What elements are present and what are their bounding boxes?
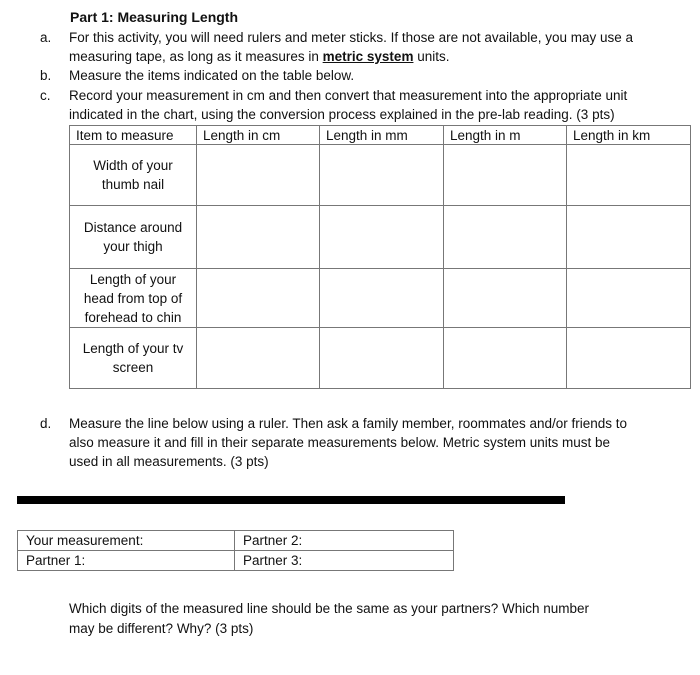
cm-cell[interactable] [197,145,320,206]
item-label: Length of your head from top of forehead to chin [70,269,197,328]
mm-cell[interactable] [320,269,444,328]
instruction-c-marker: c. [40,88,51,103]
instruction-d-line3: used in all measurements. (3 pts) [69,454,269,469]
instruction-d-marker: d. [40,416,52,431]
km-cell[interactable] [567,328,691,389]
table-row [18,531,454,551]
instruction-d-line2: also measure it and fill in their separate measurements below. Metric system units must be [69,435,610,450]
km-cell[interactable] [567,269,691,328]
line-to-measure [17,496,565,504]
header-length-m: Length in m [444,126,567,145]
mm-cell[interactable] [320,328,444,389]
partner-measurements-table [17,530,454,571]
instruction-c-line1: Record your measurement in cm and then convert that measurement into the appropriate unit [69,88,628,103]
instruction-a-marker: a. [40,30,52,45]
m-cell[interactable] [444,269,567,328]
cm-cell[interactable] [197,206,320,269]
instruction-c-line2: indicated in the chart, using the conversion process explained in the pre-lab reading. (3 pts) [69,107,615,122]
km-cell[interactable] [567,206,691,269]
header-length-km: Length in km [567,126,691,145]
follow-up-question [69,599,589,639]
partner-1-cell[interactable]: Partner 1: [18,551,235,571]
measurement-table [69,125,691,389]
partner-3-cell[interactable]: Partner 3: [235,551,454,571]
instruction-b-marker: b. [40,68,52,83]
your-measurement-cell[interactable]: Your measurement: [18,531,235,551]
item-label: Length of your tv screen [70,328,197,389]
item-label: Width of your thumb nail [70,145,197,206]
km-cell[interactable] [567,145,691,206]
table-row [18,551,454,571]
question-line2: may be different? Why? (3 pts) [69,621,254,636]
instruction-d-line1: Measure the line below using a ruler. Then ask a family member, roommates and/or friends to [69,416,628,431]
table-row [70,269,691,328]
instruction-b-line1: Measure the items indicated on the table below. [69,68,355,83]
table-row [70,206,691,269]
part-title: Part 1: Measuring Length [70,9,239,25]
table-row [70,328,691,389]
header-length-mm: Length in mm [320,126,444,145]
header-item-to-measure: Item to measure [70,126,197,145]
m-cell[interactable] [444,206,567,269]
mm-cell[interactable] [320,206,444,269]
metric-system-emphasis: metric system [322,49,414,64]
instruction-a-line1: For this activity, you will need rulers and meter sticks. If those are not available, you may use a [69,30,634,45]
table-row [70,145,691,206]
instruction-a-line2: measuring tape, as long as it measures in metric system units. [69,49,450,64]
cm-cell[interactable] [197,269,320,328]
item-label: Distance around your thigh [70,206,197,269]
question-line1: Which digits of the measured line should be the same as your partners? Which number [69,601,590,616]
partner-2-cell[interactable]: Partner 2: [235,531,454,551]
mm-cell[interactable] [320,145,444,206]
table-header-row [70,126,691,145]
m-cell[interactable] [444,145,567,206]
cm-cell[interactable] [197,328,320,389]
m-cell[interactable] [444,328,567,389]
header-length-cm: Length in cm [197,126,320,145]
